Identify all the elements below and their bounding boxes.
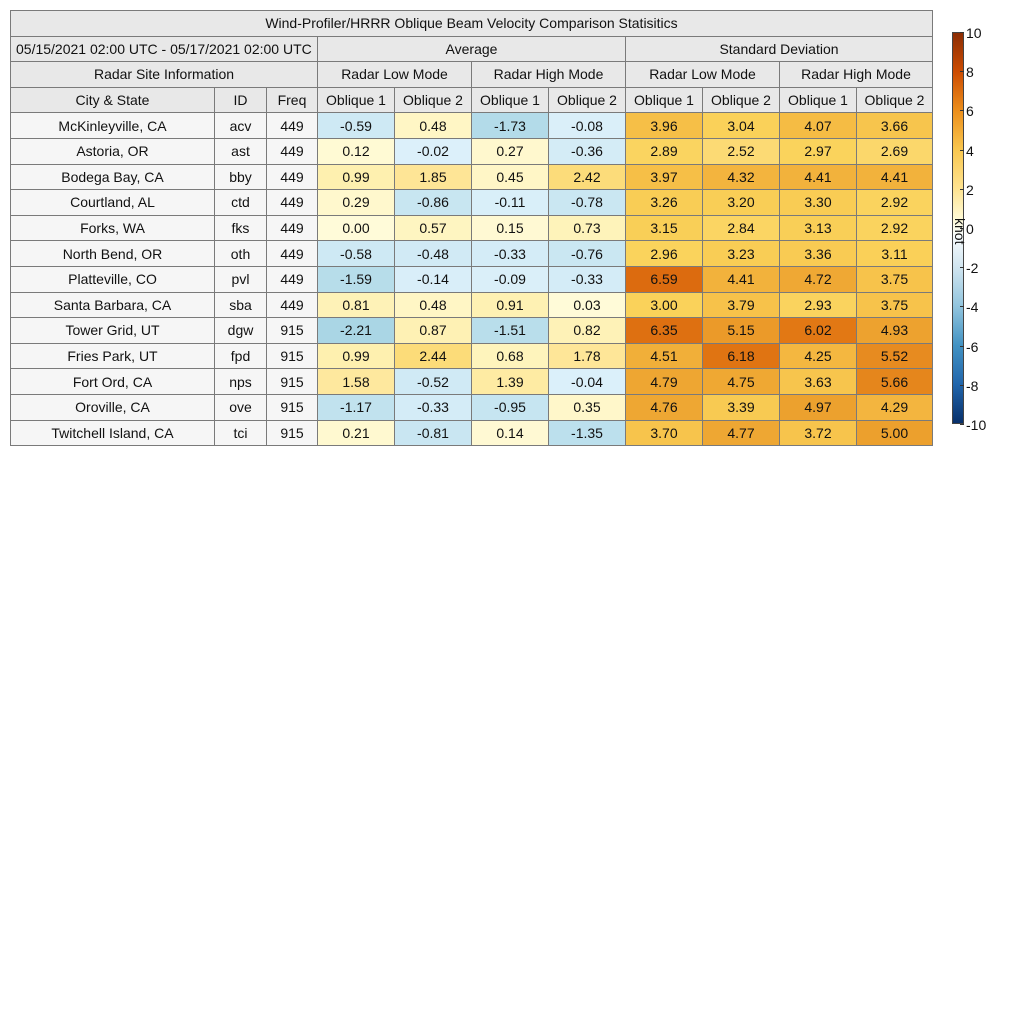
- table-body: [11, 113, 933, 446]
- average-value-cell: 1.85: [395, 164, 472, 190]
- average-value-cell: 0.87: [395, 318, 472, 344]
- average-value-cell: 0.15: [472, 215, 549, 241]
- freq-cell: 915: [267, 318, 318, 344]
- stddev-value-cell: 2.89: [626, 138, 703, 164]
- stddev-value-cell: 2.84: [703, 215, 780, 241]
- stddev-value-cell: 4.32: [703, 164, 780, 190]
- city-cell: North Bend, OR: [11, 241, 215, 267]
- colorbar-tick-mark: [960, 267, 964, 268]
- stddev-value-cell: 3.72: [780, 420, 857, 446]
- average-value-cell: -0.58: [318, 241, 395, 267]
- stddev-value-cell: 3.11: [857, 241, 933, 267]
- stddev-value-cell: 4.77: [703, 420, 780, 446]
- col-header-oblique-2: Oblique 2: [395, 87, 472, 113]
- stddev-value-cell: 4.72: [780, 266, 857, 292]
- id-cell: ove: [215, 394, 267, 420]
- colorbar-tick-label: 2: [966, 181, 974, 198]
- average-value-cell: 0.45: [472, 164, 549, 190]
- table-row: [11, 241, 933, 267]
- freq-cell: 449: [267, 266, 318, 292]
- stddev-value-cell: 6.59: [626, 266, 703, 292]
- stddev-value-cell: 3.26: [626, 190, 703, 216]
- stddev-value-cell: 3.04: [703, 113, 780, 139]
- colorbar-tick-label: 0: [966, 221, 974, 237]
- city-cell: Fries Park, UT: [11, 343, 215, 369]
- city-cell: Fort Ord, CA: [11, 369, 215, 395]
- sd-low-mode-header: Radar Low Mode: [626, 62, 780, 88]
- city-cell: McKinleyville, CA: [11, 113, 215, 139]
- average-value-cell: 0.12: [318, 138, 395, 164]
- stddev-value-cell: 4.51: [626, 343, 703, 369]
- colorbar-tick-mark: [960, 110, 964, 111]
- table-row: [11, 138, 933, 164]
- city-cell: Santa Barbara, CA: [11, 292, 215, 318]
- average-value-cell: -1.35: [549, 420, 626, 446]
- average-value-cell: -0.86: [395, 190, 472, 216]
- freq-cell: 449: [267, 190, 318, 216]
- stddev-value-cell: 3.79: [703, 292, 780, 318]
- average-value-cell: -0.04: [549, 369, 626, 395]
- col-header-oblique-1: Oblique 1: [318, 87, 395, 113]
- average-value-cell: 0.68: [472, 343, 549, 369]
- stddev-value-cell: 3.63: [780, 369, 857, 395]
- stddev-value-cell: 4.97: [780, 394, 857, 420]
- col-header-oblique-1: Oblique 1: [626, 87, 703, 113]
- stddev-value-cell: 3.20: [703, 190, 780, 216]
- colorbar-tick-mark: [960, 346, 964, 347]
- average-value-cell: -0.11: [472, 190, 549, 216]
- stddev-value-cell: 4.41: [857, 164, 933, 190]
- id-cell: bby: [215, 164, 267, 190]
- average-value-cell: 0.48: [395, 292, 472, 318]
- average-value-cell: -0.95: [472, 394, 549, 420]
- average-value-cell: 0.73: [549, 215, 626, 241]
- stddev-value-cell: 4.29: [857, 394, 933, 420]
- table-row: [11, 292, 933, 318]
- stddev-value-cell: 3.30: [780, 190, 857, 216]
- stddev-value-cell: 3.75: [857, 266, 933, 292]
- average-value-cell: 0.35: [549, 394, 626, 420]
- average-value-cell: 0.48: [395, 113, 472, 139]
- table-row: [11, 266, 933, 292]
- id-cell: nps: [215, 369, 267, 395]
- freq-cell: 449: [267, 215, 318, 241]
- average-value-cell: -0.59: [318, 113, 395, 139]
- id-cell: fks: [215, 215, 267, 241]
- colorbar-tick-mark: [960, 424, 964, 425]
- table-row: [11, 394, 933, 420]
- average-value-cell: 0.21: [318, 420, 395, 446]
- colorbar-tick-mark: [960, 32, 964, 33]
- stddev-value-cell: 3.15: [626, 215, 703, 241]
- colorbar-tick-label: -10: [966, 417, 987, 433]
- average-value-cell: -0.33: [549, 266, 626, 292]
- freq-cell: 449: [267, 164, 318, 190]
- table-title: Wind-Profiler/HRRR Oblique Beam Velocity Comparison Statisitics: [11, 11, 933, 37]
- average-value-cell: 1.39: [472, 369, 549, 395]
- col-header-id: ID: [215, 87, 267, 113]
- stddev-value-cell: 5.15: [703, 318, 780, 344]
- stddev-value-cell: 4.75: [703, 369, 780, 395]
- colorbar-tick-mark: [960, 150, 964, 151]
- average-value-cell: -1.17: [318, 394, 395, 420]
- table-row: [11, 113, 933, 139]
- stddev-value-cell: 3.36: [780, 241, 857, 267]
- average-value-cell: 0.29: [318, 190, 395, 216]
- freq-cell: 449: [267, 241, 318, 267]
- sd-high-mode-header: Radar High Mode: [780, 62, 933, 88]
- col-header-oblique-2: Oblique 2: [549, 87, 626, 113]
- average-value-cell: -0.52: [395, 369, 472, 395]
- stddev-value-cell: 6.35: [626, 318, 703, 344]
- average-value-cell: -0.78: [549, 190, 626, 216]
- table-row: [11, 420, 933, 446]
- city-cell: Astoria, OR: [11, 138, 215, 164]
- table-row: [11, 318, 933, 344]
- id-cell: pvl: [215, 266, 267, 292]
- colorbar-tick-label: -2: [966, 260, 979, 277]
- table-row: [11, 190, 933, 216]
- average-value-cell: -0.36: [549, 138, 626, 164]
- col-header-oblique-2: Oblique 2: [703, 87, 780, 113]
- colorbar-label: knot: [952, 218, 968, 245]
- average-value-cell: 0.81: [318, 292, 395, 318]
- average-value-cell: 2.42: [549, 164, 626, 190]
- colorbar-tick-mark: [960, 385, 964, 386]
- stddev-value-cell: 4.41: [703, 266, 780, 292]
- average-value-cell: 0.27: [472, 138, 549, 164]
- id-cell: sba: [215, 292, 267, 318]
- site-info-header: Radar Site Information: [11, 62, 318, 88]
- city-cell: Bodega Bay, CA: [11, 164, 215, 190]
- id-cell: ast: [215, 138, 267, 164]
- stddev-value-cell: 2.69: [857, 138, 933, 164]
- date-range: 05/15/2021 02:00 UTC - 05/17/2021 02:00 UTC: [11, 36, 318, 62]
- id-cell: dgw: [215, 318, 267, 344]
- stddev-value-cell: 3.66: [857, 113, 933, 139]
- stddev-value-cell: 4.93: [857, 318, 933, 344]
- stddev-value-cell: 3.70: [626, 420, 703, 446]
- freq-cell: 915: [267, 394, 318, 420]
- average-value-cell: -0.33: [395, 394, 472, 420]
- average-value-cell: -0.48: [395, 241, 472, 267]
- average-value-cell: -0.09: [472, 266, 549, 292]
- average-value-cell: 0.57: [395, 215, 472, 241]
- average-value-cell: -0.08: [549, 113, 626, 139]
- stddev-value-cell: 2.97: [780, 138, 857, 164]
- table-row: [11, 164, 933, 190]
- stddev-value-cell: 6.02: [780, 318, 857, 344]
- average-value-cell: -0.76: [549, 241, 626, 267]
- average-value-cell: -0.14: [395, 266, 472, 292]
- stddev-value-cell: 3.13: [780, 215, 857, 241]
- freq-cell: 915: [267, 343, 318, 369]
- stddev-value-cell: 5.00: [857, 420, 933, 446]
- stddev-value-cell: 4.41: [780, 164, 857, 190]
- id-cell: oth: [215, 241, 267, 267]
- colorbar-tick-label: -6: [966, 338, 979, 355]
- stddev-value-cell: 3.00: [626, 292, 703, 318]
- stddev-value-cell: 2.93: [780, 292, 857, 318]
- colorbar-tick-label: 8: [966, 64, 974, 81]
- average-value-cell: 1.78: [549, 343, 626, 369]
- colorbar-tick-mark: [960, 71, 964, 72]
- group-stddev: Standard Deviation: [626, 36, 933, 62]
- colorbar-tick-label: 4: [966, 142, 974, 159]
- stddev-value-cell: 3.96: [626, 113, 703, 139]
- colorbar-tick-label: -4: [966, 299, 979, 316]
- city-cell: Twitchell Island, CA: [11, 420, 215, 446]
- colorbar-tick-label: 6: [966, 103, 974, 120]
- freq-cell: 449: [267, 292, 318, 318]
- stddev-value-cell: 4.25: [780, 343, 857, 369]
- average-value-cell: -1.59: [318, 266, 395, 292]
- colorbar-tick-label: -8: [966, 377, 979, 394]
- stddev-value-cell: 4.07: [780, 113, 857, 139]
- colorbar-tick-mark: [960, 306, 964, 307]
- freq-cell: 915: [267, 369, 318, 395]
- average-value-cell: 0.82: [549, 318, 626, 344]
- stddev-value-cell: 5.52: [857, 343, 933, 369]
- stddev-value-cell: 4.79: [626, 369, 703, 395]
- city-cell: Tower Grid, UT: [11, 318, 215, 344]
- table-row: [11, 343, 933, 369]
- stddev-value-cell: 4.76: [626, 394, 703, 420]
- table-row: [11, 369, 933, 395]
- id-cell: ctd: [215, 190, 267, 216]
- stddev-value-cell: 2.96: [626, 241, 703, 267]
- average-value-cell: 0.91: [472, 292, 549, 318]
- id-cell: tci: [215, 420, 267, 446]
- average-value-cell: 0.99: [318, 343, 395, 369]
- stddev-value-cell: 2.92: [857, 215, 933, 241]
- average-value-cell: -2.21: [318, 318, 395, 344]
- stats-table: [10, 10, 933, 446]
- stddev-value-cell: 3.97: [626, 164, 703, 190]
- stddev-value-cell: 3.23: [703, 241, 780, 267]
- table-row: [11, 215, 933, 241]
- stddev-value-cell: 2.52: [703, 138, 780, 164]
- stddev-value-cell: 5.66: [857, 369, 933, 395]
- average-value-cell: -1.51: [472, 318, 549, 344]
- col-header-city: City & State: [11, 87, 215, 113]
- average-value-cell: -0.33: [472, 241, 549, 267]
- freq-cell: 449: [267, 113, 318, 139]
- stddev-value-cell: 3.75: [857, 292, 933, 318]
- average-value-cell: 1.58: [318, 369, 395, 395]
- average-value-cell: 0.03: [549, 292, 626, 318]
- city-cell: Forks, WA: [11, 215, 215, 241]
- col-header-oblique-2: Oblique 2: [857, 87, 933, 113]
- avg-high-mode-header: Radar High Mode: [472, 62, 626, 88]
- col-header-oblique-1: Oblique 1: [780, 87, 857, 113]
- col-header-oblique-1: Oblique 1: [472, 87, 549, 113]
- city-cell: Oroville, CA: [11, 394, 215, 420]
- average-value-cell: 0.14: [472, 420, 549, 446]
- stddev-value-cell: 3.39: [703, 394, 780, 420]
- freq-cell: 915: [267, 420, 318, 446]
- colorbar-tick-mark: [960, 189, 964, 190]
- id-cell: fpd: [215, 343, 267, 369]
- id-cell: acv: [215, 113, 267, 139]
- average-value-cell: -1.73: [472, 113, 549, 139]
- stddev-value-cell: 6.18: [703, 343, 780, 369]
- average-value-cell: -0.02: [395, 138, 472, 164]
- col-header-freq: Freq: [267, 87, 318, 113]
- average-value-cell: 2.44: [395, 343, 472, 369]
- stddev-value-cell: 2.92: [857, 190, 933, 216]
- city-cell: Courtland, AL: [11, 190, 215, 216]
- freq-cell: 449: [267, 138, 318, 164]
- avg-low-mode-header: Radar Low Mode: [318, 62, 472, 88]
- average-value-cell: 0.00: [318, 215, 395, 241]
- average-value-cell: 0.99: [318, 164, 395, 190]
- average-value-cell: -0.81: [395, 420, 472, 446]
- colorbar-tick-label: 10: [966, 25, 982, 41]
- city-cell: Platteville, CO: [11, 266, 215, 292]
- group-average: Average: [318, 36, 626, 62]
